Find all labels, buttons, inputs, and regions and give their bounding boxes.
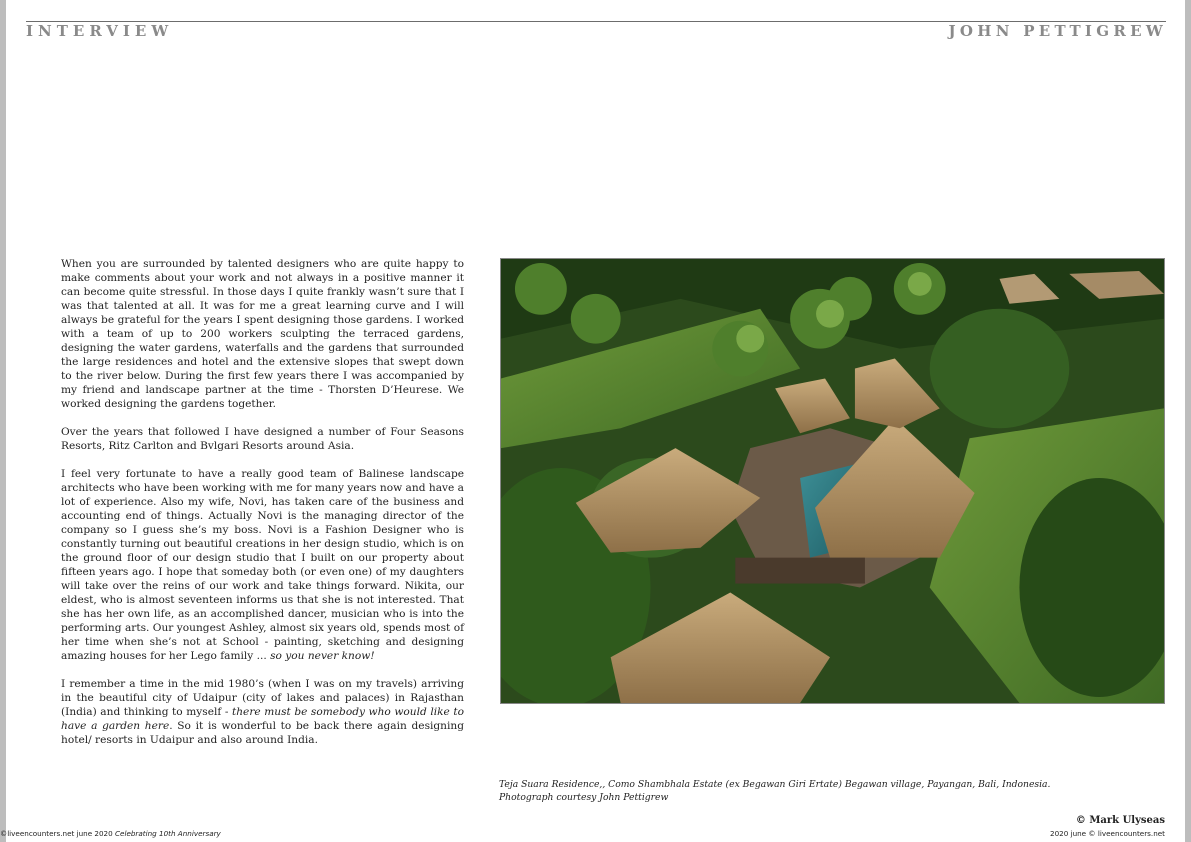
footer-left-italic: Celebrating 10th Anniversary: [115, 829, 221, 838]
footer-left-text: ©liveencounters.net june 2020: [0, 829, 115, 838]
paragraph-4-text: I remember a time in the mid 1980’s (when I was on my travels) arriving in the beautiful city of Udaipur (city of lakes and palaces) in Rajasthan (India) and thinking to myself -: [61, 678, 464, 718]
paragraph-4-end: . So it is wonderful to be back there again designing hotel/ resorts in Udaipur and also around India.: [61, 720, 464, 746]
subject-header: JOHN PETTIGREW: [948, 22, 1167, 40]
photo-caption: [499, 778, 1139, 804]
paragraph-4-italic: there must be somebody who would like to have a garden here: [61, 706, 464, 732]
residence-photo: [500, 258, 1165, 704]
paragraph-3-text: I feel very fortunate to have a really good team of Balinese landscape architects who have been working with me for many years now and have a lot of experience. Also my wife, Novi, has taken care of the business and accounting end of things. Actually Novi is the managing director of the company so I guess she’s my boss. Novi is a Fashion Designer who is constantly turning out beautiful creations in her design studio, which is on the ground floor of our design studio that I built on our property about fifteen years ago. I hope that someday both (or even one) of my daughters will take over the reins of our work and take things forward. Nikita, our eldest, who is almost seventeen informs us that she is not interested. That she has her own life, as an accomplished dancer, musician who is into the performing arts. Our youngest Ashley, almost six years old, spends most of her time when she’s not at School - painting, sketching and designing amazing houses for her Lego family ...: [61, 468, 464, 662]
caption-line-1: Teja Suara Residence,, Como Shambhala Estate (ex Begawan Giri Ertate) Begawan village, Payangan, Bali, Indonesia.: [499, 779, 1051, 790]
page-edge-left: [0, 0, 6, 842]
residence-photo-illustration: [501, 259, 1164, 703]
paragraph-1: When you are surrounded by talented designers who are quite happy to make comments about your work and not always in a positive manner it can become quite stressful. In those days I quite frankly wasn’t sure that I was that talented at all. It was for me a great learning curve and I will always be grateful for the years I spent designing those gardens. I worked with a team of up to 200 workers sculpting the terraced gardens, designing the water gardens, waterfalls and the gardens that surrounded the large residences and hotel and the extensive slopes that swept down to the river below. During the first few years there I was accompanied by my friend and landscape partner at the time - Thorsten D’Heurese. We worked designing the gardens together.: [61, 258, 464, 410]
paragraph-3: [61, 467, 464, 663]
caption-line-2: Photograph courtesy John Pettigrew: [499, 792, 669, 803]
footer-left: [0, 829, 221, 838]
page-edge-right: [1185, 0, 1191, 842]
footer-right: 2020 june © liveencounters.net: [1050, 829, 1165, 838]
paragraph-3-italic: so you never know!: [270, 650, 375, 662]
photo-credit: © Mark Ulyseas: [1075, 815, 1165, 826]
article-body: [61, 257, 464, 747]
paragraph-2: Over the years that followed I have designed a number of Four Seasons Resorts, Ritz Carlton and Bvlgari Resorts around Asia.: [61, 426, 464, 452]
paragraph-4: [61, 677, 464, 747]
section-header: INTERVIEW: [26, 22, 174, 40]
